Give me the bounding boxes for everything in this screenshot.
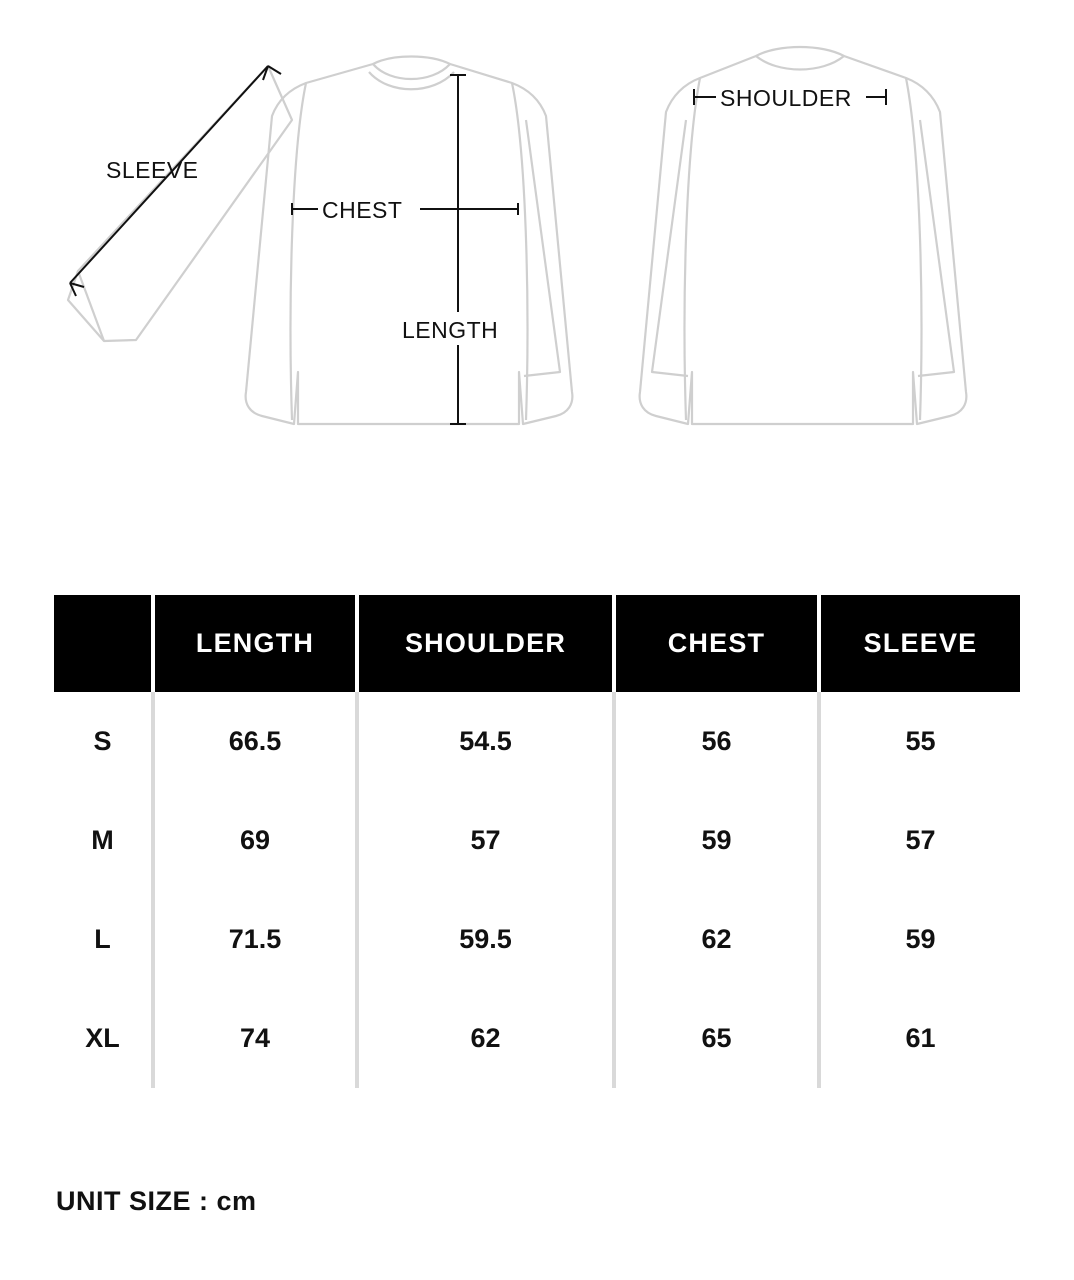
- table-header: [54, 595, 1020, 692]
- table-row: [54, 692, 1020, 791]
- cell-length: 66.5: [153, 692, 357, 791]
- cell-shoulder: 54.5: [357, 692, 614, 791]
- cell-chest: 62: [614, 890, 819, 989]
- cell-length: 69: [153, 791, 357, 890]
- label-length: LENGTH: [402, 317, 499, 343]
- column-header-chest: CHEST: [614, 595, 819, 692]
- size-chart-table: [54, 595, 1020, 1088]
- cell-shoulder: 62: [357, 989, 614, 1088]
- column-header-length: LENGTH: [153, 595, 357, 692]
- front-measure-lines: [70, 66, 518, 424]
- garment-measurement-diagram: [0, 0, 1074, 520]
- cell-chest: 65: [614, 989, 819, 1088]
- label-shoulder: SHOULDER: [720, 85, 852, 111]
- cell-length: 71.5: [153, 890, 357, 989]
- cell-sleeve: 59: [905, 924, 936, 954]
- cell-chest: 59: [614, 791, 819, 890]
- table-header-row: [54, 595, 1020, 692]
- column-header-size: [54, 595, 153, 692]
- table-body: [54, 692, 1020, 1088]
- cell-sleeve: 55: [905, 726, 936, 756]
- label-sleeve: SLEEVE: [106, 157, 199, 183]
- cell-chest: 56: [614, 692, 819, 791]
- label-chest: CHEST: [322, 197, 403, 223]
- cell-size: XL: [54, 989, 153, 1088]
- column-header-sleeve: SLEEVE: [819, 595, 1020, 692]
- table-row: [54, 890, 1020, 989]
- diagram-svg: [0, 0, 1074, 520]
- table-row: [54, 791, 1020, 890]
- table-row: [54, 989, 1020, 1088]
- cell-length: 74: [153, 989, 357, 1088]
- unit-size-note: UNIT SIZE : cm: [56, 1186, 257, 1216]
- cell-sleeve: 57: [905, 825, 936, 855]
- cell-shoulder: 57: [357, 791, 614, 890]
- column-header-shoulder: SHOULDER: [357, 595, 614, 692]
- size-chart-container: [54, 595, 1020, 1088]
- front-garment-outline: [68, 57, 572, 425]
- cell-size: M: [54, 791, 153, 890]
- cell-shoulder: 59.5: [357, 890, 614, 989]
- cell-size: S: [54, 692, 153, 791]
- cell-size: L: [54, 890, 153, 989]
- cell-sleeve: 61: [905, 1023, 936, 1053]
